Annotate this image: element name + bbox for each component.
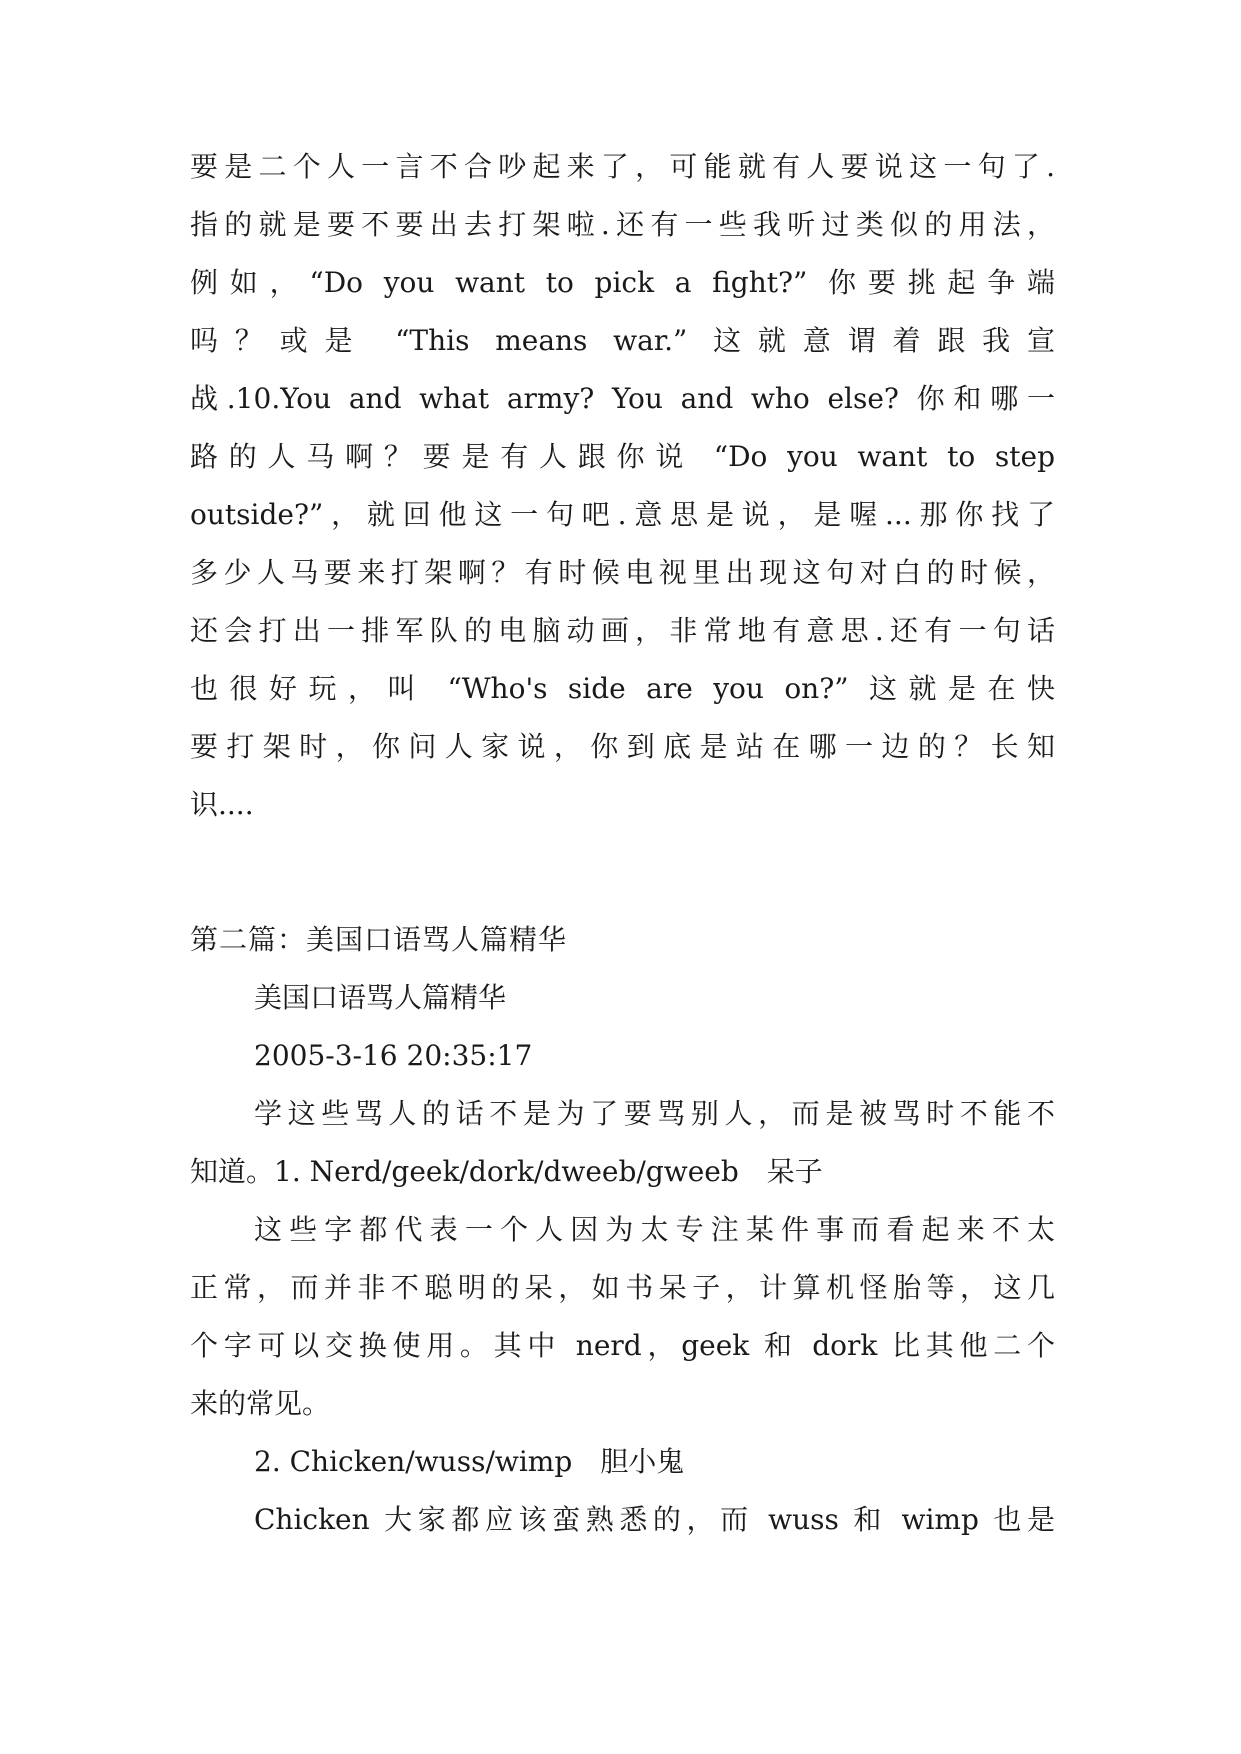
text-line: 指的就是要不要出去打架啦.还有一些我听过类似的用法， [190, 208, 1055, 241]
text-line: 识.... [190, 788, 254, 821]
section-two [190, 911, 1055, 1549]
text-line: 吗？或是 “This means war.” 这就意谓着跟我宣 [190, 324, 1055, 357]
text-line: 来的常见。 [190, 1387, 331, 1420]
article-datetime: 2005-3-16 20:35:17 [254, 1039, 533, 1072]
list-item-heading: 2. Chicken/wuss/wimp 胆小鬼 [254, 1445, 685, 1478]
text-line: 多少人马要来打架啊？有时候电视里出现这句对白的时候， [190, 556, 1055, 589]
text-line: 要是二个人一言不合吵起来了，可能就有人要说这一句了. [190, 150, 1055, 183]
section-heading: 第二篇：美国口语骂人篇精华 [190, 923, 568, 956]
text-line: 战.10.You and what army? You and who else? 你和哪一 [190, 382, 1055, 415]
text-line: 也很好玩，叫 “Who's side are you on?” 这就是在快 [190, 672, 1055, 705]
text-line: Chicken 大家都应该蛮熟悉的，而 wuss 和 wimp 也是 [254, 1503, 1055, 1536]
text-line: 要打架时，你问人家说，你到底是站在哪一边的？长知 [190, 730, 1055, 763]
text-line: 这些字都代表一个人因为太专注某件事而看起来不太 [254, 1213, 1055, 1246]
article-title: 美国口语骂人篇精华 [254, 981, 507, 1014]
text-line: outside?”，就回他这一句吧.意思是说，是喔...那你找了 [190, 498, 1055, 531]
continuation-paragraph [190, 138, 1055, 834]
intro-line: 知道。1. Nerd/geek/dork/dweeb/gweeb 呆子 [190, 1155, 823, 1188]
text-line: 路的人马啊？要是有人跟你说 “Do you want to step [190, 440, 1055, 473]
text-line: 例如，“Do you want to pick a fight?” 你要挑起争端 [190, 266, 1055, 299]
text-line: 正常，而并非不聪明的呆，如书呆子，计算机怪胎等，这几 [190, 1271, 1055, 1304]
text-line: 还会打出一排军队的电脑动画，非常地有意思.还有一句话 [190, 614, 1055, 647]
text-line: 个字可以交换使用。其中 nerd，geek 和 dork 比其他二个 [190, 1329, 1055, 1362]
intro-line: 学这些骂人的话不是为了要骂别人，而是被骂时不能不 [254, 1097, 1055, 1130]
